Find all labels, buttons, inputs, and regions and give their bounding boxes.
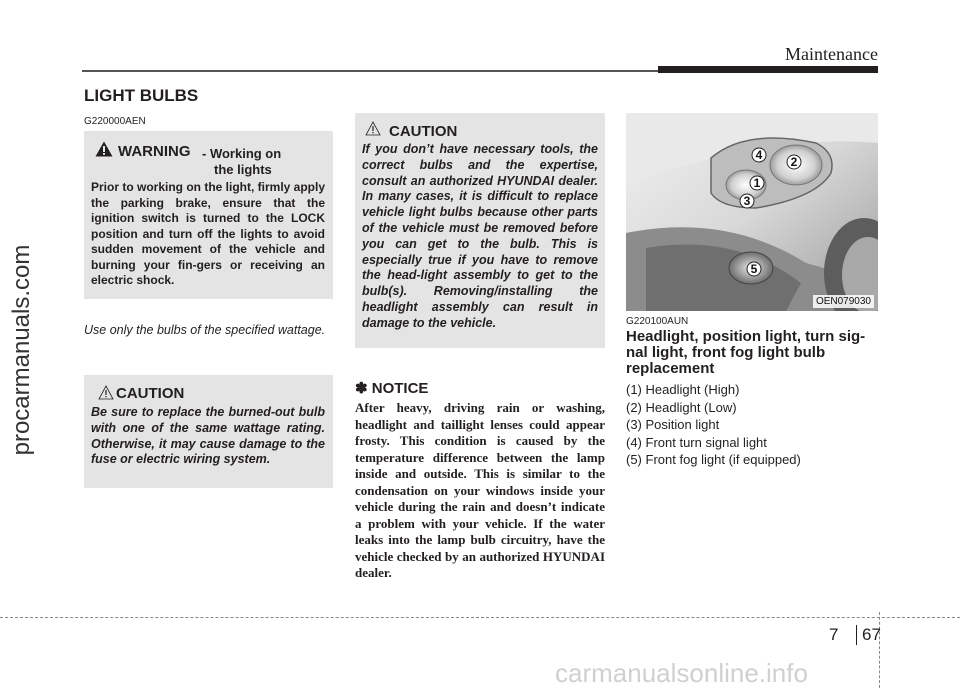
replacement-code: G220100AUN: [626, 316, 689, 327]
headlight-illustration: [626, 113, 878, 311]
marker-5: 5: [750, 262, 758, 276]
warning-triangle-icon: [95, 141, 113, 157]
bulb-list: [626, 381, 884, 469]
warning-body: Prior to working on the light, firmly apply the parking brake, ensure that the ignition switch is turned to the LOCK position and turn off the lights to avoid sudden movement of the vehicle and burning your fin-gers or receiving an electric shock.: [91, 180, 326, 287]
running-header: Maintenance: [785, 44, 878, 64]
list-item: (5) Front fog light (if equipped): [626, 452, 801, 467]
wattage-note: Use only the bulbs of the specified wattage.: [84, 323, 326, 337]
side-watermark-text: procarmanuals.com: [8, 244, 35, 456]
footer-rule: [0, 617, 960, 618]
warning-subtitle-1: - Working on: [202, 146, 282, 161]
caution-triangle-icon: [365, 121, 381, 136]
list-item: (2) Headlight (Low): [626, 399, 737, 415]
list-item: (4) Front turn signal light: [626, 434, 767, 450]
caution-triangle-icon: [98, 385, 114, 400]
replacement-title: Headlight, position light, turn sig-nal light, front fog light bulb replacement: [626, 328, 866, 377]
notice-title: NOTICE: [371, 380, 429, 397]
header-rule-thick: [658, 66, 878, 73]
notice-body: After heavy, driving rain or washing, headlight and taillight lenses could appear frosty. This condition is caused by the temperature difference between the lamp inside and outside. This is similar to the condensation on your windows inside your vehicle during the rain and doesn’t indicate a problem with your vehicle. If the water leaks into the lamp bulb circuitry, have the vehicle checked by an authorized HYUNDAI dealer.: [355, 400, 605, 580]
caution-box-2: [355, 113, 605, 348]
caution-body-2: If you don’t have necessary tools, the correct bulbs and the expertise, consult an authorized HYUNDAI dealer. In many cases, it is difficult to replace vehicle light bulbs because other parts of the vehicle must be removed before you can get to the bulb. This is especially true if you have to remove the head-light assembly to get to the bulb(s). Removing/installing the headlight assembly can result in damage to the vehicle.: [362, 142, 598, 330]
page-chapter: 7: [829, 625, 839, 644]
marker-4: 4: [755, 148, 763, 162]
warning-box: [84, 131, 333, 299]
side-watermark: [2, 170, 42, 530]
list-item: (1) Headlight (High): [626, 382, 740, 397]
section-title: LIGHT BULBS: [84, 86, 199, 105]
section-code: G220000AEN: [84, 116, 146, 127]
footer-vertical-rule: [879, 612, 880, 688]
marker-3: 3: [743, 194, 751, 208]
caution-body-1: Be sure to replace the burned-out bulb with one of the same wattage rating. Otherwise, it may cause damage to the fuse or electric wiring system.: [91, 405, 325, 467]
list-item: (3) Position light: [626, 417, 720, 432]
headlight-photo: [626, 113, 878, 311]
photo-code: OEN079030: [813, 295, 874, 308]
caution-title-2: CAUTION: [389, 123, 458, 140]
notice-star-icon: ✽: [355, 380, 368, 397]
marker-2: 2: [790, 155, 798, 169]
footer-watermark: carmanualsonline.info: [555, 658, 808, 688]
page-number: 67: [862, 625, 881, 644]
header-rule-thin: [82, 70, 662, 72]
warning-subtitle-2: the lights: [214, 162, 272, 177]
notice-heading: [355, 379, 428, 397]
caution-box-1: [84, 375, 333, 488]
marker-1: 1: [753, 176, 761, 190]
page-number-separator: [856, 625, 857, 645]
caution-title-1: CAUTION: [116, 385, 185, 402]
warning-title: WARNING: [118, 143, 191, 160]
